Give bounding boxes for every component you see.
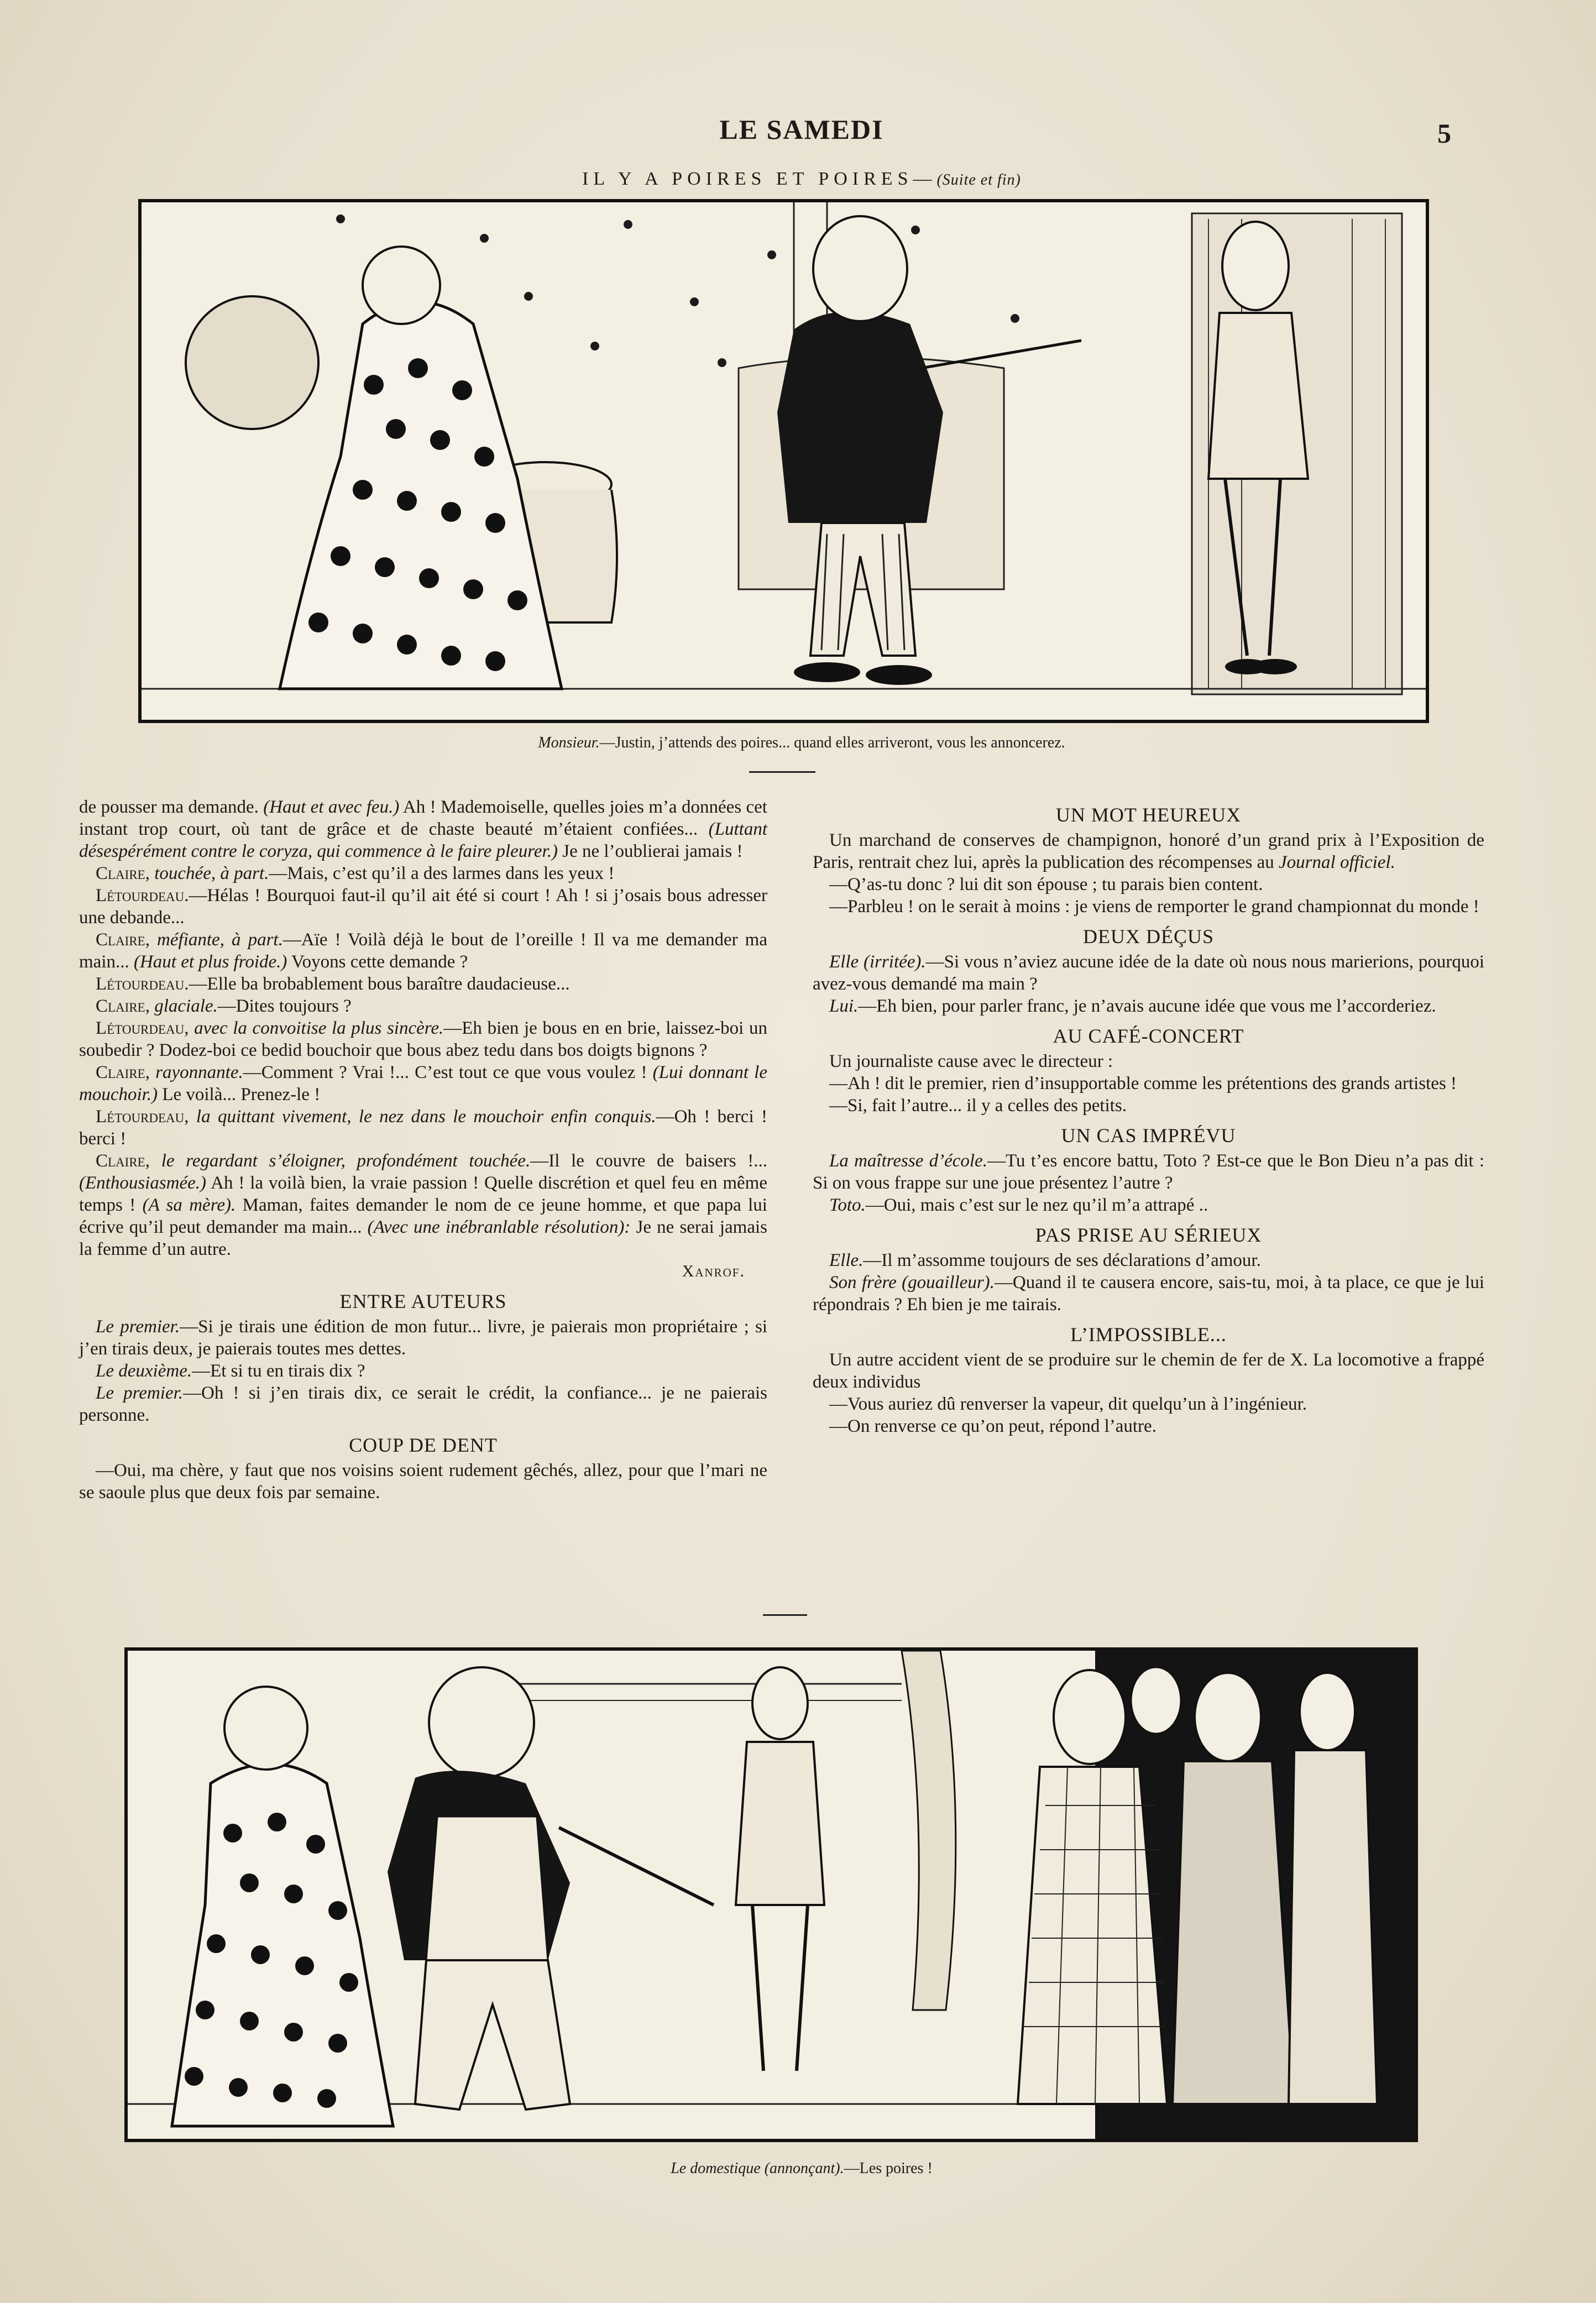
bottom-illustration-caption — [498, 2160, 1106, 2178]
dialogue-line: Létourdeau, la quittant vivement, le nez dans le mouchoir enfin conquis.—Oh ! berci ! berci ! — [79, 1107, 767, 1149]
bottom-caption-speaker: Le domestique (annonçant). — [671, 2160, 844, 2177]
right-column — [813, 796, 1484, 1437]
section-heading: COUP DE DENT — [349, 1434, 498, 1456]
top-caption-text: —Justin, j’attends des poires... quand elles arriveront, vous les annoncerez. — [599, 734, 1065, 751]
dialogue-line: Elle (irritée).—Si vous n’aviez aucune idée de la date où nous nous marierions, pourquoi avez-vous demandé ma main ? — [813, 952, 1484, 994]
top-illustration — [138, 199, 1429, 723]
dialogue-line: Claire, touchée, à part.—Mais, c’est qu’il a des larmes dans les yeux ! — [96, 863, 615, 883]
strip-title — [387, 169, 1216, 190]
paragraph: —Ah ! dit le premier, rien d’insupportable comme les prétentions des grands artistes ! — [829, 1074, 1457, 1093]
paragraph: —Parbleu ! on le serait à moins : je viens de remporter le grand championnat du monde ! — [829, 897, 1479, 917]
author-signature: Xanrof. — [682, 1262, 745, 1280]
bottom-caption-text: —Les poires ! — [844, 2160, 933, 2177]
section-heading: PAS PRISE AU SÉRIEUX — [1035, 1224, 1262, 1246]
dialogue-line: Le premier.—Si je tirais une édition de mon futur... livre, je paierais mon propriétaire ; si j’en tirais deux, je paierais toutes mes dettes. — [79, 1317, 768, 1359]
section-heading: DEUX DÉÇUS — [1082, 925, 1214, 948]
paragraph: —Si, fait l’autre... il y a celles des petits. — [829, 1096, 1127, 1116]
dialogue-line: Lui.—Eh bien, pour parler franc, je n’avais aucune idée que vous me l’accorderiez. — [829, 996, 1436, 1016]
dialogue-line: Le deuxième.—Et si tu en tirais dix ? — [96, 1361, 365, 1381]
bottom-illustration-drawing — [128, 1651, 1415, 2139]
section-heading: UN MOT HEUREUX — [1055, 804, 1242, 826]
dialogue-line: Létourdeau.—Elle ba brobablement bous baraître daudacieuse... — [96, 974, 570, 994]
dialogue-line: Claire, méfiante, à part.—Aïe ! Voilà déjà le bout de l’oreille ! Il va me demander ma main... (Haut et plus froide.) Voyons cette demande ? — [79, 930, 767, 972]
section-heading: L’IMPOSSIBLE... — [1070, 1323, 1227, 1346]
masthead-title: LE SAMEDI — [719, 114, 884, 145]
strip-title-text: IL Y A POIRES ET POIRES— — [582, 169, 937, 189]
dialogue-line: Létourdeau, avec la convoitise la plus sincère.—Eh bien je bous en en brie, laissez-boi un soubedir ? Dodez-boi ce bedid bouchoir que bous abez tedu dans bos doigts bignons ? — [79, 1018, 767, 1060]
paragraph: —Vous auriez dû renverser la vapeur, dit quelqu’un à l’ingénieur. — [829, 1394, 1307, 1414]
dialogue-line: Claire, le regardant s’éloigner, profondément touchée.—Il le couvre de baisers !... (Enthousiasmée.) Ah ! la voilà bien, la vraie passion ! Quelle discrétion et quel feu en même temps ! (A sa mère). Maman, faites demander le nom de ce jeune homme, et que papa lui écrive qu’il peut demander ma main... (Avec une inébranlable résolution): Je ne serai jamais la femme d’un autre. — [79, 1151, 768, 1259]
paragraph: —On renverse ce qu’on peut, répond l’autre. — [829, 1416, 1157, 1436]
section-heading: AU CAFÉ-CONCERT — [1053, 1025, 1244, 1047]
paragraph: —Q’as-tu donc ? lui dit son épouse ; tu parais bien content. — [829, 875, 1263, 894]
paragraph: Un autre accident vient de se produire sur le chemin de fer de X. La locomotive a frappé deux individus — [813, 1350, 1484, 1392]
strip-title-suite: (Suite et fin) — [936, 171, 1021, 189]
dialogue-line: Toto.—Oui, mais c’est sur le nez qu’il m’a attrapé .. — [829, 1195, 1208, 1215]
divider-rule — [763, 1614, 807, 1616]
dialogue-line: Claire, glaciale.—Dites toujours ? — [96, 996, 352, 1016]
dialogue-line: Létourdeau.—Hélas ! Bourquoi faut-il qu’il ait été si court ! Ah ! si j’osais bous adresser une debande... — [79, 886, 767, 928]
dialogue-line: Le premier.—Oh ! si j’en tirais dix, ce serait le crédit, la confiance... je ne paierais personne. — [79, 1383, 767, 1425]
story-continuation: de pousser ma demande. (Haut et avec feu.) Ah ! Mademoiselle, quelles joies m’a données cet instant trop court, où tant de grâce et de chaste beauté m’étaient confiées... (Luttant désespérément contre le coryza, qui commence à le faire pleurer.) Je ne l’oublierai jamais ! — [79, 797, 767, 861]
divider-rule — [749, 771, 815, 773]
dialogue-line: —Oui, ma chère, y faut que nos voisins soient rudement gêchés, allez, pour que l’mari ne se saoule plus que deux fois par semaine. — [79, 1461, 767, 1503]
top-illustration-drawing — [142, 202, 1426, 720]
top-caption-speaker: Monsieur. — [538, 734, 600, 751]
dialogue-line: Son frère (gouailleur).—Quand il te causera encore, sais-tu, moi, à ta place, ce que je lui répondrais ? Eh bien je me tairais. — [813, 1273, 1484, 1315]
dialogue-line: Claire, rayonnante.—Comment ? Vrai !... C’est tout ce que vous voulez ! (Lui donnant le mouchoir.) Le voilà... Prenez-le ! — [79, 1062, 767, 1105]
paragraph: Un marchand de conserves de champignon, honoré d’un grand prix à l’Exposition de Paris, rentrait chez lui, après la publication des récompenses au Journal officiel. — [813, 830, 1484, 872]
paragraph: Un journaliste cause avec le directeur : — [829, 1051, 1113, 1071]
dialogue-line: La maîtresse d’école.—Tu t’es encore battu, Toto ? Est-ce que le Bon Dieu n’a pas dit : Si on vous frappe sur une joue présentez l’autre ? — [813, 1151, 1484, 1193]
dialogue-line: Elle.—Il m’assomme toujours de ses déclarations d’amour. — [829, 1250, 1261, 1270]
left-column — [79, 796, 767, 1504]
section-heading: ENTRE AUTEURS — [339, 1290, 507, 1312]
section-heading: UN CAS IMPRÉVU — [1061, 1124, 1236, 1147]
bottom-illustration — [124, 1647, 1418, 2142]
top-illustration-caption — [332, 734, 1271, 752]
page-number: 5 — [1437, 118, 1451, 149]
